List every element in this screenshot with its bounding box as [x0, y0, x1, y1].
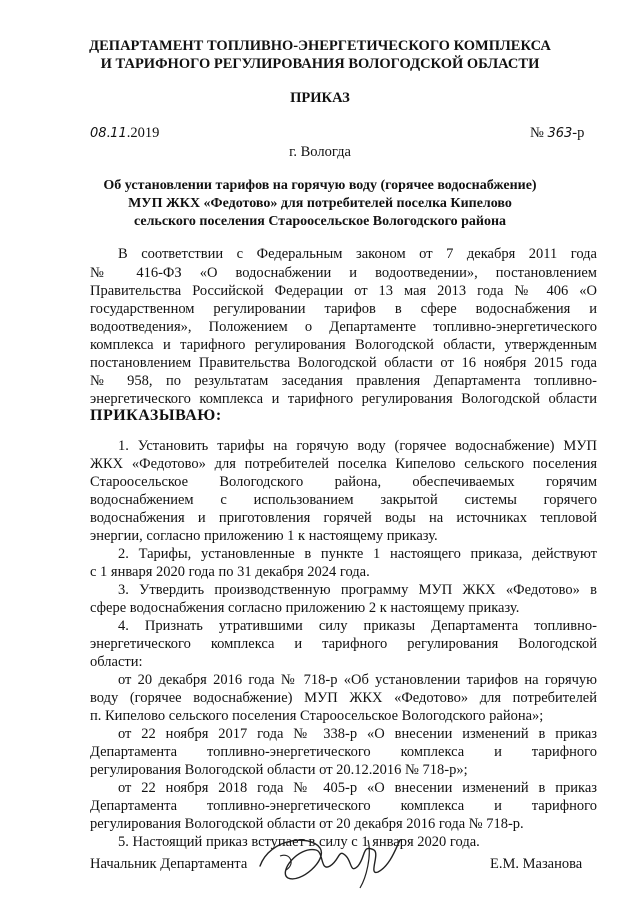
- body-line: сфере водоснабжения согласно приложению 2 к настоящему приказу.: [90, 600, 520, 616]
- body-line: Староосельское Вологодского района, обеспечиваемых горячим: [90, 474, 597, 490]
- body-line: регулирования Вологодской области от 20 декабря 2016 года № 718-р.: [90, 816, 524, 832]
- department-name-line1: ДЕПАРТАМЕНТ ТОПЛИВНО-ЭНЕРГЕТИЧЕСКОГО КОМПЛЕКСА: [89, 38, 551, 54]
- body-line: 2. Тарифы, установленные в пункте 1 настоящего приказа, действуют: [118, 546, 597, 562]
- body-line: от 22 ноября 2018 года № 405-р «О внесении изменений в приказ: [118, 780, 597, 796]
- body-line: водоснабжения и приготовления горячей воды на источниках тепловой: [90, 510, 597, 526]
- department-name-line2: И ТАРИФНОГО РЕГУЛИРОВАНИЯ ВОЛОГОДСКОЙ ОБЛАСТИ: [100, 56, 540, 72]
- order-title-line2: МУП ЖКХ «Федотово» для потребителей поселка Кипелово: [128, 196, 512, 211]
- preamble-line: водоотведения», Положением о Департаменте топливно-энергетического: [90, 319, 597, 335]
- preamble-line: № 958, по результатам заседания правления Департамента топливно-: [90, 373, 597, 389]
- body-line: 3. Утвердить производственную программу МУП ЖКХ «Федотово» в: [118, 582, 597, 598]
- city: г. Вологда: [289, 144, 351, 160]
- date-year: .2019: [126, 125, 160, 141]
- body-line: ЖКХ «Федотово» для потребителей поселка Кипелово сельского поселения: [90, 456, 597, 472]
- order-title-line3: сельского поселения Староосельское Вологодского района: [133, 214, 507, 229]
- order-number: [530, 124, 584, 143]
- body-line: 1. Установить тарифы на горячую воду (горячее водоснабжение) МУП: [118, 438, 597, 454]
- signatory-name: Е.М. Мазанова: [490, 856, 583, 872]
- body-line: п. Кипелово сельского поселения Староосельское Вологодского района»;: [90, 708, 544, 724]
- preamble-line: Правительства Российской Федерации от 13 мая 2013 года № 406 «О: [90, 283, 597, 299]
- date-month: 11: [110, 126, 127, 141]
- body-line: области:: [90, 654, 143, 670]
- body-line: регулирования Вологодской области от 20.12.2016 № 718-р»;: [90, 762, 468, 778]
- preamble-line: постановлением Правительства Вологодской области от 16 ноября 2015 года: [90, 355, 597, 371]
- preamble-line: В соответствии с Федеральным законом от 7 декабря 2011 года: [118, 246, 597, 262]
- number-prefix: №: [530, 125, 544, 141]
- preamble-line: энергетического комплекса и тарифного регулирования Вологодской области: [90, 391, 597, 407]
- preamble-line: № 416-ФЗ «О водоснабжении и водоотведении», постановлением: [90, 265, 597, 281]
- body-line: энергии, согласно приложению 1 к настоящему приказу.: [90, 528, 438, 544]
- body-line: от 22 ноября 2017 года № 338-р «О внесении изменений в приказ: [118, 726, 597, 742]
- body-line: 5. Настоящий приказ вступает в силу с 1 января 2020 года.: [118, 834, 480, 850]
- preamble-line: государственном регулировании тарифов в сфере водоснабжения и: [90, 301, 597, 317]
- handwritten-signature: [250, 826, 410, 892]
- body-line: энергетического комплекса и тарифного регулирования Вологодской: [90, 636, 597, 652]
- body-line: воду (горячее водоснабжение) МУП ЖКХ «Федотово» для потребителей: [90, 690, 597, 706]
- body-line: от 20 декабря 2016 года № 718-р «Об установлении тарифов на горячую: [118, 672, 597, 688]
- date-day: 08: [90, 126, 107, 141]
- body-line: Департамента топливно-энергетического комплекса и тарифного: [90, 798, 597, 814]
- order-date: 08.11.2019: [90, 125, 160, 141]
- order-word: ПРИКАЗЫВАЮ:: [90, 407, 222, 424]
- document-type: ПРИКАЗ: [290, 90, 350, 106]
- signatory-position: Начальник Департамента: [90, 856, 248, 872]
- body-line: водоснабжением с использованием закрытой системы горячего: [90, 492, 597, 508]
- order-title-line1: Об установлении тарифов на горячую воду (горячее водоснабжение): [103, 178, 537, 193]
- body-line: Департамента топливно-энергетического комплекса и тарифного: [90, 744, 597, 760]
- number-suffix: -р: [572, 125, 585, 141]
- body-line: 4. Признать утратившими силу приказы Департамента топливно-: [118, 618, 597, 634]
- number-value: 363: [547, 126, 573, 141]
- preamble-line: комплекса и тарифного регулирования Вологодской области, утвержденным: [90, 337, 597, 353]
- body-line: с 1 января 2020 года по 31 декабря 2024 года.: [90, 564, 370, 580]
